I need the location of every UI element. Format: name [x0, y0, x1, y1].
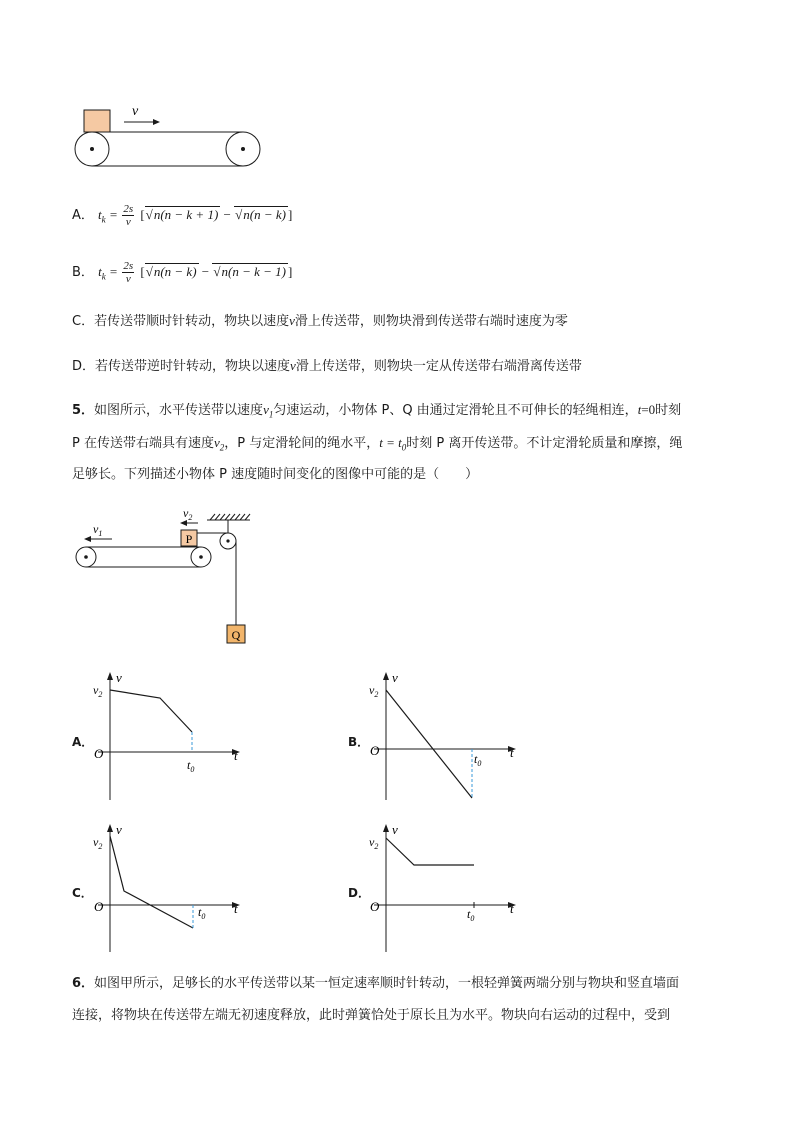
x-tick-t0: $t_0$ — [187, 758, 195, 774]
graph-a-letter: A． — [72, 735, 94, 749]
origin-label: O — [94, 746, 104, 761]
origin-label: O — [370, 743, 380, 758]
left-pulley-axle — [90, 147, 94, 151]
x-axis-label: t — [234, 901, 238, 916]
ceiling-hatch — [210, 514, 250, 520]
option-letter: B． — [72, 265, 94, 280]
graph-a — [90, 668, 250, 803]
y-tick-v2: $v_2$ — [369, 683, 379, 699]
question-6-stem: 6．如图甲所示，足够长的水平传送带以某一恒定速率顺时针转动，一根轻弹簧两端分别与物块和竖直墙面 连接，将物块在传送带左端无初速度释放，此时弹簧恰处于原长且为水平。物块向右运动的过程中，受到 — [72, 976, 680, 1023]
block — [84, 110, 110, 132]
x-axis-label: t — [510, 745, 514, 760]
x-tick-t0: $t_0$ — [467, 907, 475, 923]
option-c: C．若传送带顺时针转动，物块以速度v滑上传送带，则物块滑到传送带右端时速度为零 — [72, 313, 568, 329]
x-tick-t0: $t_0$ — [474, 752, 482, 768]
graph-b — [366, 668, 526, 803]
velocity-curve — [110, 690, 192, 732]
x-axis-label: t — [510, 901, 514, 916]
block-p-label: P — [185, 532, 193, 546]
velocity-curve — [110, 836, 193, 928]
option-b: B． $t_k$ = $\frac{2s}{v}$ [√ n(n − k) − √ n(n − k − 1) ] — [72, 260, 292, 287]
right-pulley-axle — [241, 147, 245, 151]
origin-label: O — [370, 899, 380, 914]
fraction: $\frac{2s}{v}$ — [123, 260, 134, 285]
y-tick-v2: $v_2$ — [93, 835, 103, 851]
graph-d-letter: D． — [348, 886, 370, 900]
v2-label: $v_2$ — [183, 506, 193, 522]
conveyor-figure-1 — [70, 96, 270, 176]
v1-label: $v_1$ — [93, 522, 103, 538]
y-axis-label: v — [116, 822, 122, 837]
y-axis-label: v — [116, 670, 122, 685]
block-q-label: Q — [231, 628, 241, 642]
y-axis-label: v — [392, 822, 398, 837]
velocity-label: v — [132, 104, 139, 119]
graph-c-letter: C． — [72, 886, 93, 900]
option-d: D．若传送带逆时针转动，物块以速度v滑上传送带，则物块一定从传送带右端滑离传送带 — [72, 358, 582, 374]
x-axis-label: t — [234, 748, 238, 763]
velocity-curve — [386, 690, 472, 798]
y-axis-label: v — [392, 670, 398, 685]
velocity-curve — [386, 838, 474, 865]
x-tick-t0: $t_0$ — [198, 905, 206, 921]
velocity-arrowhead — [153, 119, 160, 125]
option-a: A． $t_k$ = $\frac{2s}{v}$ [√ n(n − k + 1) − √ n(n − k) ] — [72, 203, 292, 230]
y-tick-v2: $v_2$ — [93, 683, 103, 699]
graph-d — [366, 820, 526, 955]
fraction: $\frac{2s}{v}$ — [123, 203, 134, 228]
option-letter: A． — [72, 208, 94, 223]
pulley-figure — [70, 503, 260, 648]
graph-c — [90, 820, 250, 955]
origin-label: O — [94, 899, 104, 914]
graph-b-letter: B． — [348, 735, 370, 749]
y-tick-v2: $v_2$ — [369, 835, 379, 851]
question-5-stem: 5．如图所示，水平传送带以速度$v_1$匀速运动，小物体 P、Q 由通过定滑轮且不可伸长的轻绳相连，t=0时刻 P 在传送带右端具有速度$v_2$，P 与定滑轮间的绳水平，$t = t_0$时刻 P 离开传送带。不计定滑轮质量和摩擦，绳 足够长。下列描述小物体 P 速度随时间变化的图像中可能的是（ ） — [72, 402, 683, 483]
